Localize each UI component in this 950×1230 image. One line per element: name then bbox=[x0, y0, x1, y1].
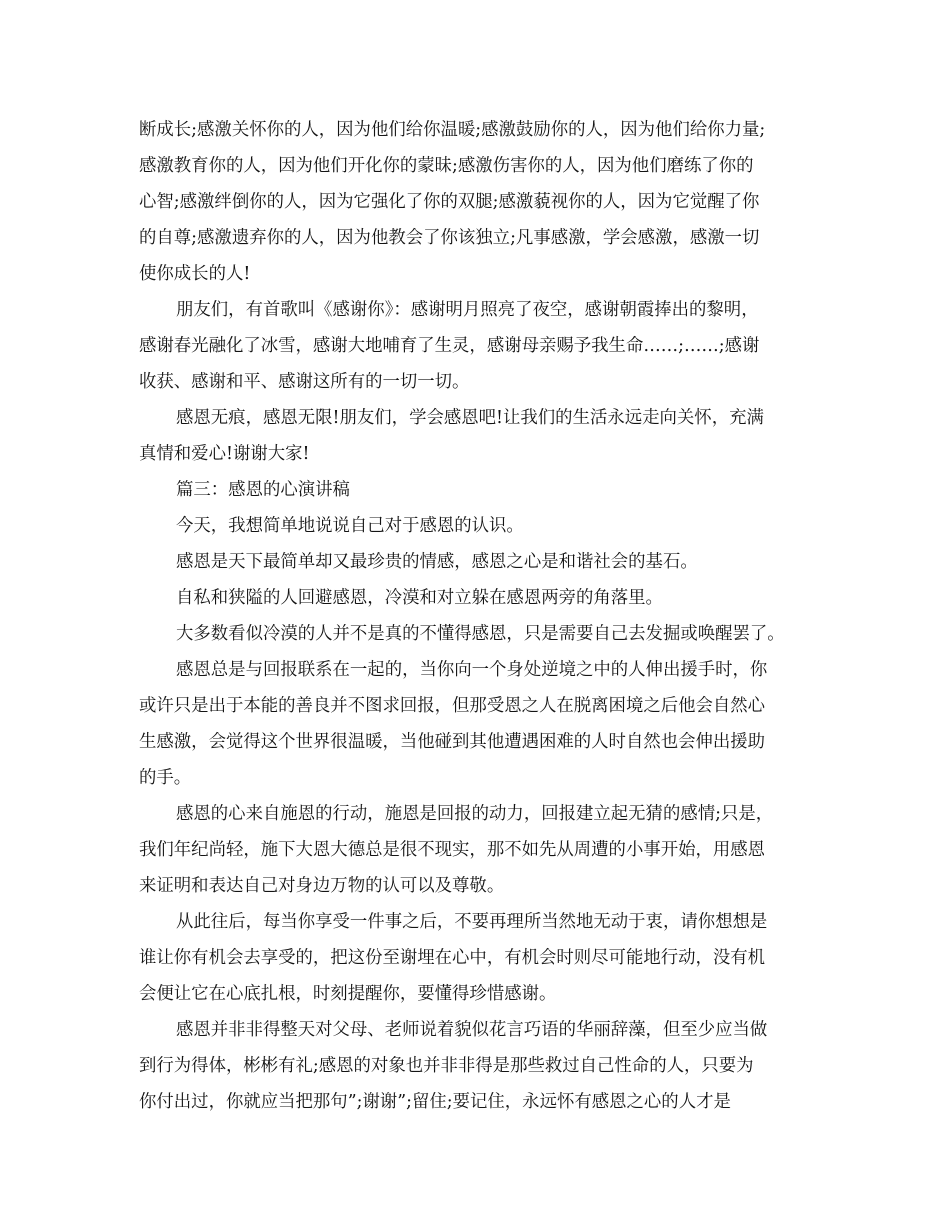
text-line: 使你成长的人! bbox=[139, 264, 251, 284]
text-line: 篇三：感恩的心演讲稿 bbox=[176, 480, 350, 500]
text-line: 你付出过，你就应当把那句”;谢谢”;留住;要记住，永远怀有感恩之心的人才是 bbox=[139, 1092, 731, 1112]
text-line: 谁让你有机会去享受的，把这份至谢埋在心中，有机会时则尽可能地行动，没有机 bbox=[139, 948, 766, 968]
text-line: 的自尊;感激遗弃你的人，因为他教会了你该独立;凡事感激，学会感激，感激一切 bbox=[139, 228, 760, 248]
text-line: 的手。 bbox=[139, 768, 192, 788]
text-line: 会便让它在心底扎根，时刻提醒你，要懂得珍惜感谢。 bbox=[139, 984, 557, 1004]
text-line: 大多数看似冷漠的人并不是真的不懂得感恩，只是需要自己去发掘或唤醒罢了。 bbox=[176, 624, 785, 644]
text-line: 我们年纪尚轻，施下大恩大德总是很不现实，那不如先从周遭的小事开始，用感恩 bbox=[139, 840, 766, 860]
text-line: 生感激，会觉得这个世界很温暖，当他碰到其他遭遇困难的人时自然也会伸出援助 bbox=[139, 732, 766, 752]
text-line: 来证明和表达自己对身边万物的认可以及尊敬。 bbox=[139, 876, 505, 896]
text-line: 感恩总是与回报联系在一起的，当你向一个身处逆境之中的人伸出援手时，你 bbox=[176, 660, 768, 680]
text-line: 感激教育你的人，因为他们开化你的蒙昧;感激伤害你的人，因为他们磨练了你的 bbox=[139, 156, 754, 176]
text-line: 真情和爱心!谢谢大家! bbox=[139, 444, 310, 464]
text-line: 从此往后，每当你享受一件事之后，不要再理所当然地无动于衷，请你想想是 bbox=[176, 912, 768, 932]
text-line: 或许只是出于本能的善良并不图求回报，但那受恩之人在脱离困境之后他会自然心 bbox=[139, 696, 766, 716]
text-line: 收获、感谢和平、感谢这所有的一切一切。 bbox=[139, 372, 470, 392]
text-line: 今天，我想简单地说说自己对于感恩的认识。 bbox=[176, 516, 524, 536]
document-body bbox=[139, 112, 819, 1120]
text-line: 到行为得体，彬彬有礼;感恩的对象也并非非得是那些救过自己性命的人，只要为 bbox=[139, 1056, 754, 1076]
text-line: 心智;感激绊倒你的人，因为它强化了你的双腿;感激藐视你的人，因为它觉醒了你 bbox=[139, 192, 760, 212]
text-line: 感恩无痕，感恩无限!朋友们，学会感恩吧!让我们的生活永远走向关怀，充满 bbox=[176, 408, 764, 428]
text-line: 自私和狭隘的人回避感恩，冷漠和对立躲在感恩两旁的角落里。 bbox=[176, 588, 663, 608]
text-line: 感恩并非非得整天对父母、老师说着貌似花言巧语的华丽辞藻，但至少应当做 bbox=[176, 1020, 768, 1040]
text-line: 感恩的心来自施恩的行动，施恩是回报的动力，回报建立起无猜的感情;只是， bbox=[176, 804, 774, 824]
text-line: 断成长;感激关怀你的人，因为他们给你温暖;感激鼓励你的人，因为他们给你力量; bbox=[139, 120, 766, 140]
text-line: 感谢春光融化了冰雪，感谢大地哺育了生灵，感谢母亲赐予我生命……;……;感谢 bbox=[139, 336, 760, 356]
text-line: 感恩是天下最简单却又最珍贵的情感，感恩之心是和谐社会的基石。 bbox=[176, 552, 698, 572]
text-line: 朋友们，有首歌叫《感谢你》：感谢明月照亮了夜空，感谢朝霞捧出的黎明， bbox=[176, 300, 759, 320]
